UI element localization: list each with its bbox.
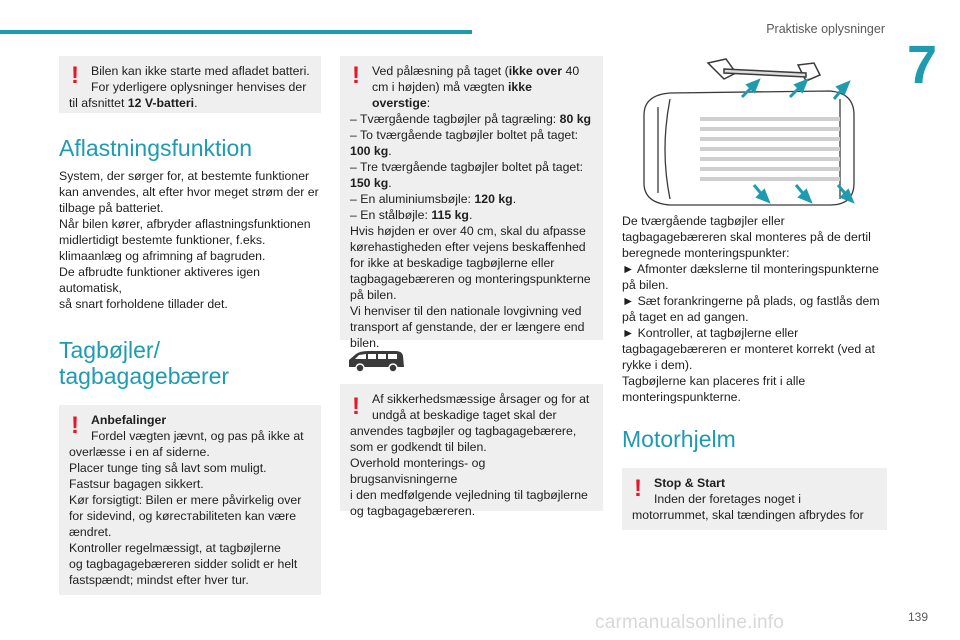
chapter-number: 7 (906, 35, 938, 95)
note-text: til afsnittet 12 V-batteri. (69, 96, 198, 110)
paragraph-mounting: De tværgående tagbøjler eller tagbagagebæreren skal monteres på de dertil beregnede monteringspunkter: ► Afmonter dækslerne til monteringspunkterne på bilen. ► Sæt forankringerne på plads, og fastlås dem på taget en ad gangen. ► Kontroller, at tagbøjlerne eller tagbagagebæreren er monteret korrekt (ved at rykke i dem). Tagbøjlerne kan placeres frit i alle monteringspunkterne. (622, 214, 880, 404)
car-side-icon (346, 349, 406, 373)
warning-icon: ! (71, 412, 79, 439)
heading-tagbojler: Tagbøjler/ tagbagagebærer (59, 337, 230, 389)
warning-icon: ! (634, 475, 642, 502)
note-approved-bars: ! Af sikkerhedsmæssige årsager og for at undgå at beskadige taget skal der anvendes tagbøjler og tagbagagebærere, som er godkendt til bilen. Overhold monterings- og brugsanvisningerne i den medfølgende vejledning til tagbøjlerne og tagbagagebæreren. (340, 384, 603, 511)
warning-icon: ! (352, 393, 360, 420)
note-anbefalinger: ! Anbefalinger Fordel vægten jævnt, og pas på ikke at overlæsse i en af siderne. Placer tunge ting så lavt som muligt. Fastsur bagagen sikkert. Kør forsigtigt: Bilen er mere påvirkelig over for sidevind, og køreстabiliteten kan være ændret. Kontroller regelmæssigt, at tagbøjlerne og tagbagagebæreren sidder solidt er helt fastspændt; mindst efter hver tur. (59, 405, 321, 595)
warning-icon: ! (71, 62, 79, 89)
column-1 (59, 56, 321, 595)
note-text: Bilen kan ikke starte med afladet batteri. (91, 64, 310, 78)
note-battery (59, 56, 321, 113)
heading-motorhjelm: Motorhjelm (622, 426, 736, 452)
column-3 (622, 213, 887, 530)
header-accent-bar (0, 30, 472, 34)
column-2 (340, 56, 603, 518)
page-number: 139 (907, 610, 928, 624)
paragraph-aflastning: System, der sørger for, at bestemte funktioner kan anvendes, alt efter hvor meget strøm der er tilbage på batteriet. Når bilen kører, afbryder aflastningsfunktionen midlertidigt bestemte funktioner, f.eks. klimaanlæg og afrimning af bagruden. De afbrudte funktioner aktiveres igen automatisk, så snart forholdene tillader det. (59, 169, 319, 311)
warning-icon: ! (352, 62, 360, 89)
note-roof-load: ! Ved pålæsning på taget (ikke over 40 cm i højden) må vægten ikke overstige: – Tværgående tagbøjler på tagræling: 80 kg – To tværgående tagbøjler boltet på taget: 100 kg. – Tre tværgående tagbøjler boltet på taget: 150 kg. – En aluminiumsbøjle: 120 kg. – En stålbøjle: 115 kg. Hvis højden er over 40 cm, skal du afpasse kørehastigheden efter vejens beskaffenhed for ikke at beskadige tagbøjlerne eller tagbagagebæreren og monteringspunkterne på bilen. Vi henviser til den nationale lovgivning ved transport af genstande, der er længere end bilen. (340, 56, 603, 340)
roof-bar-illustration (630, 55, 860, 210)
heading-aflastningsfunktion: Aflastningsfunktion (59, 135, 253, 161)
watermark: carmanualsonline.info (595, 612, 785, 633)
note-title: Anbefalinger (91, 413, 167, 427)
note-text: For yderligere oplysninger henvises der (91, 80, 307, 94)
note-stop-start: ! Stop & Start Inden der foretages noget i motorrummet, skal tændingen afbrydes for (622, 468, 887, 530)
section-title: Praktiske oplysninger (766, 22, 885, 36)
